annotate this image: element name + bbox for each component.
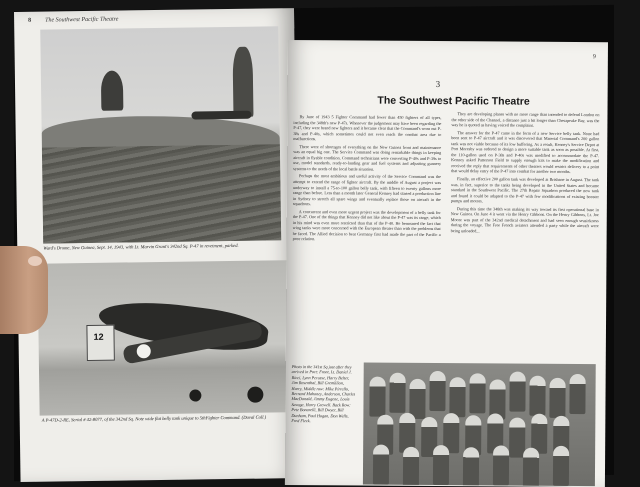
- paragraph: Perhaps the most ambitious and useful activity of the Service Command was the attempt to extend the range of fighter aircraft. By the middle of August a project was underway to install a 75-to-100 gallon belly tank, with fifteen to twenty gallons more range than before. Less than a month later General Kenney had started a production line in Sydney to stretch all spare wings and eventually replace those on aircraft in the squadrons.: [292, 173, 442, 207]
- landing-wheel: [247, 387, 263, 403]
- photo-tree: [233, 47, 254, 117]
- chapter-number: 3: [435, 79, 441, 90]
- person: [469, 373, 485, 413]
- plane-tail: [86, 325, 114, 361]
- person: [373, 445, 389, 485]
- chapter-title: The Southwest Pacific Theatre: [377, 94, 530, 108]
- paragraph: The answer for the P-47 came in the form of a new Service belly tank. None had been sent to P-47 aircraft and it was discovered that Material Command's 200 gallon tank was not viable because of its low buffering. As a result, Kenney's Service Depot at Port Moresby was ordered to design a more suitable tank as soon as possible. At first, the 110-gallon used on P-38s and P-40s was modified to accommodate the P-47. Kenney asked Patterson Field to supply enough kits to make the modification and received the reply that requirements of other theaters would restrict delivery to a point that would delay entry of the P-47 into combat for another two months.: [451, 129, 600, 175]
- hand: [0, 246, 48, 334]
- person: [463, 447, 479, 486]
- tail-code: 12: [93, 331, 104, 342]
- right-page: [285, 40, 608, 487]
- person: [449, 377, 465, 417]
- paragraph: Finally, an effective 200 gallon tank was developed at Brisbane in August. The tank was, in fact, superior to the tanks being developed in the United States and became standard in the Southwest Pacific. The 27th Repair Squadron produced the new tank and found it could be adapted to the P-47 with few modifications of existing booster pumps and motors.: [450, 176, 600, 204]
- person: [409, 379, 425, 419]
- photo-plane: [191, 111, 251, 120]
- person: [509, 372, 525, 412]
- airfield-photo: [40, 26, 281, 243]
- photo-tree: [101, 70, 124, 110]
- p47-photo-caption: A P-47D-2-RE, Serial # 42-8077, of the 342nd Sq. Note wide flat belly tank unique to 5thFighter Command. (Duval Coll.): [41, 414, 267, 423]
- paragraph: By June of 1943 5 Fighter Command had fewer than 450 fighters of all types, including the 348th's new P-47s. Whenever the judgement may have been regarding the P-47, they were brand new fighters and it became clear that the Command's worn out P-38s and P-40s, which sometimes could not even reach the combat area due to malfunctions.: [293, 114, 442, 142]
- text-column-right: [450, 111, 600, 362]
- group-photo-caption: Photo in the 341st Sq just after they arrived in Port: Front, Lt. Daniel J. Ricci, Lynn Perusse, Harry Belter, Jim Rosenthal, Bill Gremillion, Harry, Middle row: Mike Pirrello, Bernard Mahoney, Anderson, Charles MacDonald, Jimmy Eugene, Louis Savage, Harry Grewell. Back Row: Pete Bonarelli, Bill Dwyer, Bill Dunham, Paul Hogan, Don Wells, Fred Fleck.: [291, 364, 356, 424]
- left-page: [14, 8, 301, 482]
- person: [549, 378, 565, 418]
- person: [403, 447, 419, 486]
- paragraph: There were of shortages of everything on the New Guinea front and maintenance was an equal big one. The Service Command was doing remarkable things in keeping aircraft in flyable condition. Command technicians were converting P-40s and P-39s to use, model standards, ready-to-landing gear and fuel systems and adjusting gunnery systems to the needs of the local battle situation.: [293, 143, 442, 172]
- right-page-number: 9: [592, 54, 596, 61]
- person: [433, 445, 449, 485]
- person: [389, 373, 405, 413]
- text-column-left: [292, 114, 442, 361]
- person: [429, 371, 445, 411]
- person: [523, 448, 539, 487]
- thumbnail: [28, 256, 42, 266]
- left-page-header: [28, 17, 118, 24]
- left-page-number: 8: [28, 17, 32, 24]
- person: [369, 377, 385, 417]
- paragraph: They are developing planes with no more range than intended to defend London on the other side of the Channel, a distance just a bit longer than Chesapeake Bay, was the way he is quoted as having voiced the complaint.: [451, 111, 600, 128]
- paragraph: During this time the 348th was making its way toward its first operational base in New Guinea. On June 4 it went via the Henry Gibbons. On the Henry Gibbons, Lt. Joe Moore was part of the 342nd medical detachment and had seen enough seasickness during the voyage. The Free French aviators attended a party while the aircraft were being unloaded...: [450, 205, 599, 234]
- airfield-photo-caption: Ward's Drome, New Guinea, Sept. 14, 1943, with Lt. Marvin Grant's 342nd Sq. P-47 in revetment, parked.: [43, 242, 239, 251]
- landing-wheel: [189, 389, 201, 401]
- p47-photo: [38, 260, 290, 415]
- group-photo: [363, 363, 596, 487]
- person: [529, 376, 545, 416]
- person: [569, 374, 585, 414]
- left-running-header: The Southwest Pacific Theatre: [45, 16, 119, 24]
- star-insignia: [137, 344, 151, 358]
- paragraph: A concurrent and even more urgent project was the development of a belly tank for the P-47. One of the things that Kenney did not like about the P-47 was its range, which in his mind was even more restricted than that of the P-40. He bemoaned the fact that wing tanks were more concerned with the European theater than with the problems that he faced. The Allied decision to beat Germany first had made the part of the Pacific a poor relation.: [292, 208, 441, 242]
- photo-ground: [42, 144, 281, 243]
